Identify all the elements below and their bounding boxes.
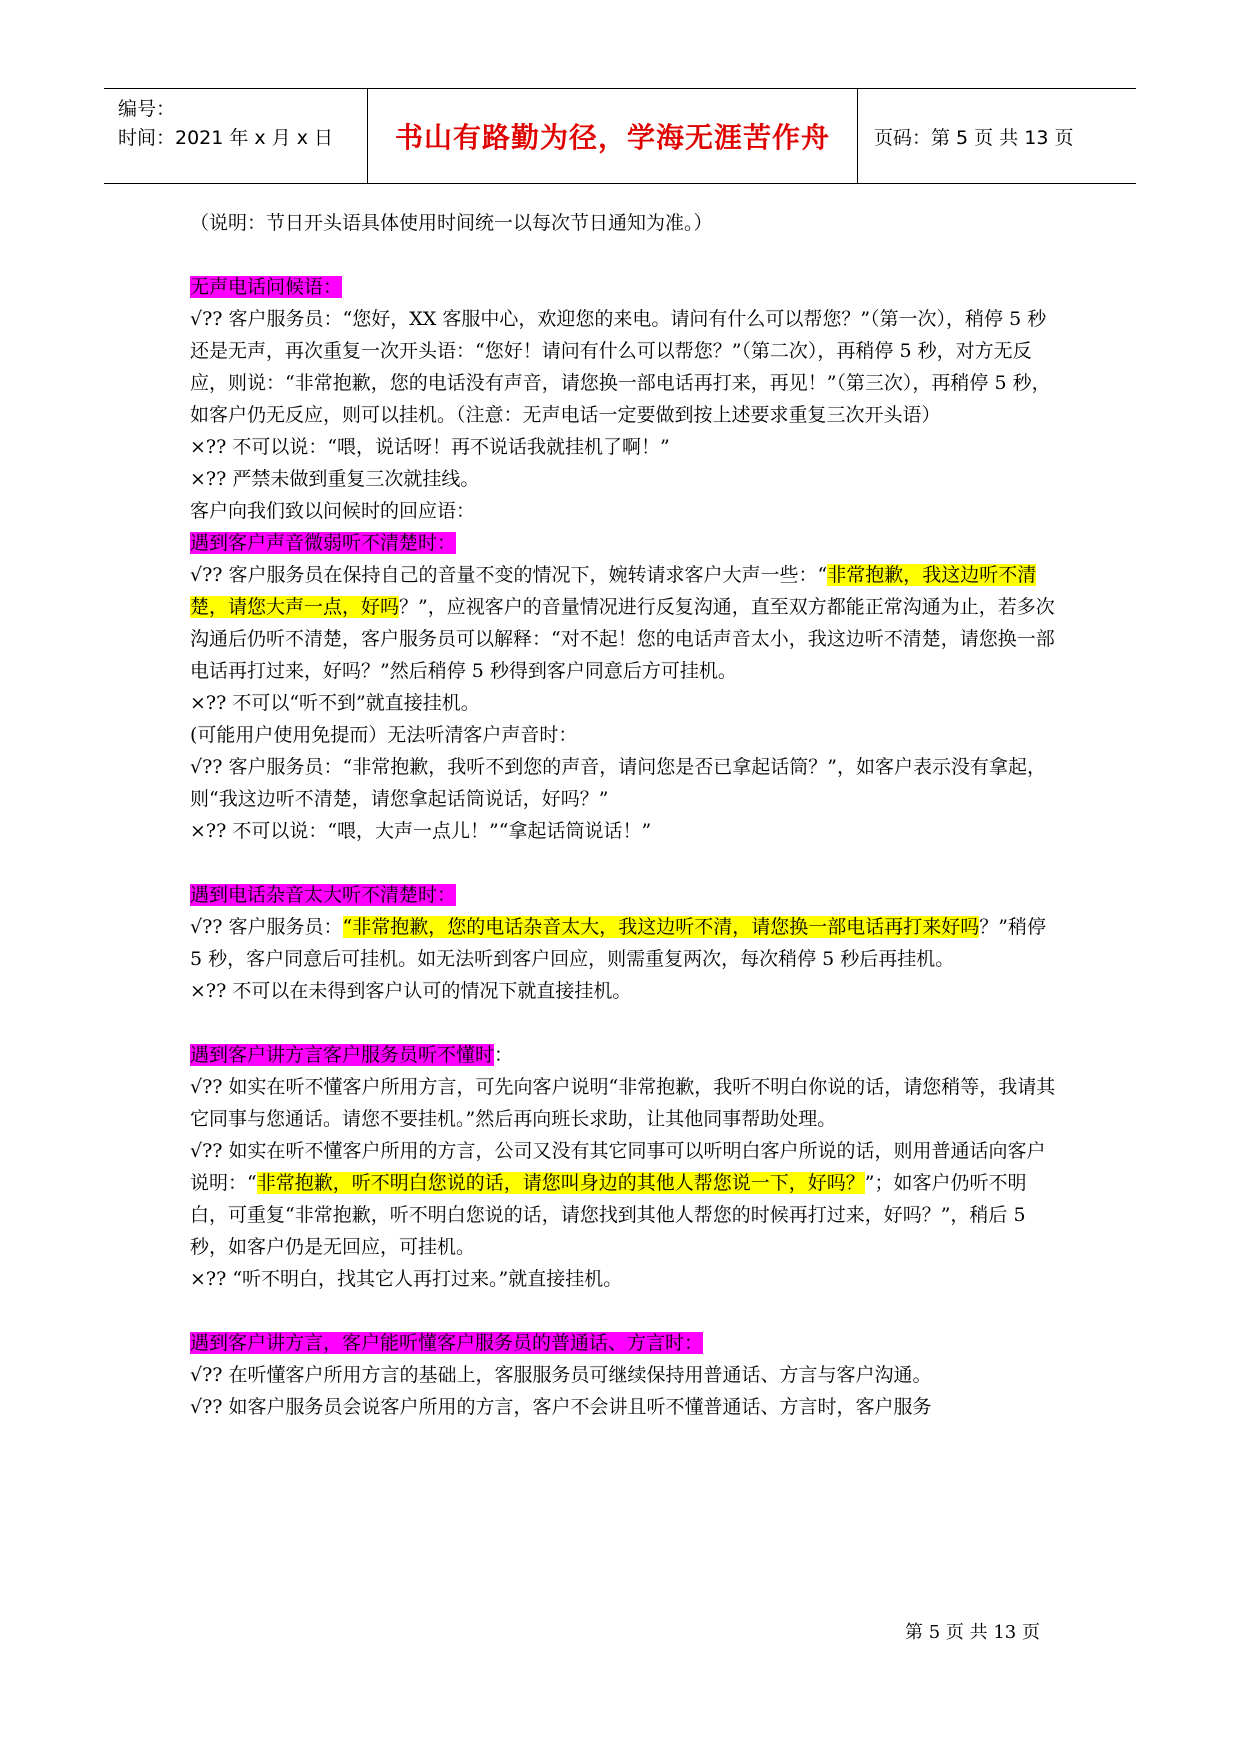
doc-number-label: 编号：	[118, 98, 176, 120]
heading-highlight: 遇到电话杂音太大听不清楚时：	[190, 884, 457, 906]
phrase-highlight: 非常抱歉，听不明白您说的话，请您叫身边的其他人帮您说一下，好吗？	[256, 1172, 865, 1194]
page-footer: 第 5 页 共 13 页	[905, 1622, 1040, 1643]
paragraph: √?? 客户服务员：“您好，XX 客服中心，欢迎您的来电。请问有什么可以帮您？”（第一次），稍停 5 秒还是无声，再次重复一次开头语：“您好！请问有什么可以帮您？”（第二次），再稍停 5 秒，对方无反应，则说：“非常抱歉，您的电话没有声音，请您换一部电话再打来，再见！”（第三次），再稍停 5 秒，如客户仍无反应，则可以挂机。（注意：无声电话一定要做到按上述要求重复三次开头语）	[190, 308, 1051, 426]
section-heading	[190, 1327, 1060, 1359]
header-page-number: 页码：第 5 页 共 13 页	[874, 126, 1074, 149]
section-heading	[190, 271, 1060, 303]
paragraph: √?? 客户服务员：“非常抱歉，您的电话杂音太大，我这边听不清，请您换一部电话再打来好吗？”稍停 5 秒，客户同意后可挂机。如无法听到客户回应，则需重复两次，每次稍停 5 秒后再挂机。	[190, 916, 1046, 970]
paragraph: ×?? 严禁未做到重复三次就挂线。	[190, 468, 480, 490]
page-header	[104, 88, 1136, 184]
paragraph: ×?? “听不明白，找其它人再打过来。”就直接挂机。	[190, 1268, 623, 1290]
section-heading	[190, 879, 1060, 911]
paragraph: ×?? 不可以在未得到客户认可的情况下就直接挂机。	[190, 980, 632, 1002]
paragraph: √?? 如客户服务员会说客户所用的方言，客户不会讲且听不懂普通话、方言时，客户服务	[190, 1396, 932, 1418]
header-motto: 书山有路勤为径，学海无涯苦作舟	[368, 89, 858, 183]
note-paragraph: （说明：节日开头语具体使用时间统一以每次节日通知为准。）	[190, 212, 713, 234]
heading-highlight: 无声电话问候语：	[190, 276, 343, 298]
document-body	[190, 207, 1060, 1423]
paragraph: (可能用户使用免提而）无法听清客户声音时：	[190, 724, 578, 746]
paragraph: √?? 如实在听不懂客户所用方言，可先向客户说明“非常抱歉，我听不明白你说的话，请您稍等，我请其它同事与您通话。请您不要挂机。”然后再向班长求助，让其他同事帮助处理。	[190, 1076, 1056, 1130]
section-heading	[190, 527, 1060, 559]
heading-highlight: 遇到客户讲方言客户服务员听不懂时	[190, 1044, 495, 1066]
header-info-cell	[104, 89, 368, 183]
paragraph: ×?? 不可以“听不到”就直接挂机。	[190, 692, 480, 714]
heading-highlight: 遇到客户声音微弱听不清楚时：	[190, 532, 457, 554]
phrase-highlight: “非常抱歉，您的电话杂音太大，我这边听不清，请您换一部电话再打来好吗	[342, 916, 980, 938]
doc-time-label: 时间：2021 年 x 月 x 日	[118, 127, 334, 149]
paragraph: √?? 客户服务员在保持自己的音量不变的情况下，婉转请求客户大声一些：“非常抱歉，我这边听不清楚，请您大声一点，好吗？”，应视客户的音量情况进行反复沟通，直至双方都能正常沟通为止，若多次沟通后仍听不清楚，客户服务员可以解释：“对不起！您的电话声音太小，我这边听不清楚，请您换一部电话再打过来，好吗？”然后稍停 5 秒得到客户同意后方可挂机。	[190, 564, 1055, 682]
paragraph: √?? 在听懂客户所用方言的基础上，客服服务员可继续保持用普通话、方言与客户沟通。	[190, 1364, 932, 1386]
paragraph: √?? 客户服务员：“非常抱歉，我听不到您的声音，请问您是否已拿起话筒？”，如客户表示没有拿起，则“我这边听不清楚，请您拿起话筒说话，好吗？”	[190, 756, 1046, 810]
paragraph: √?? 如实在听不懂客户所用的方言，公司又没有其它同事可以听明白客户所说的话，则用普通话向客户说明：“非常抱歉，听不明白您说的话，请您叫身边的其他人帮您说一下，好吗？”；如客户仍听不明白，可重复“非常抱歉，听不明白您说的话，请您找到其他人帮您的时候再打过来，好吗？”，稍后 5 秒，如客户仍是无回应，可挂机。	[190, 1140, 1046, 1258]
section-heading: 遇到客户讲方言客户服务员听不懂时：	[190, 1044, 514, 1066]
paragraph: 客户向我们致以问候时的回应语：	[190, 500, 476, 522]
heading-highlight: 遇到客户讲方言，客户能听懂客户服务员的普通话、方言时：	[190, 1332, 704, 1354]
paragraph: ×?? 不可以说：“喂，大声一点儿！”“拿起话筒说话！”	[190, 820, 652, 842]
phrase-highlight: 非常抱歉，我这边听不清楚，请您大声一点，好吗	[190, 564, 1037, 618]
paragraph: ×?? 不可以说：“喂，说话呀！再不说话我就挂机了啊！”	[190, 436, 670, 458]
